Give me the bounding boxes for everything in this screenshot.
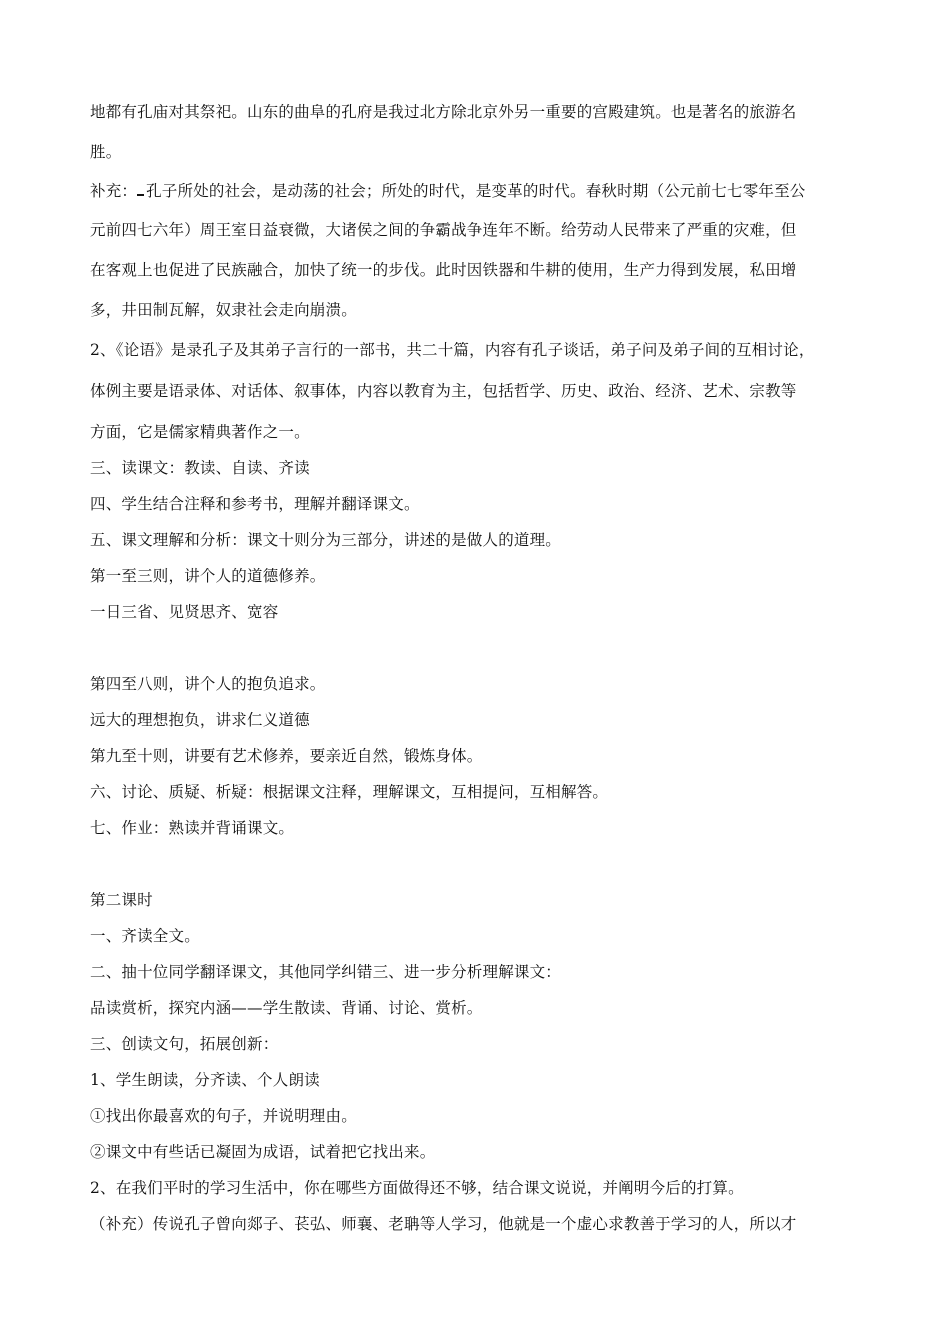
text-line: 二、抽十位同学翻译课文，其他同学纠错三、进一步分析理解课文： [90, 963, 562, 981]
text-line: 2、在我们平时的学习生活中，你在哪些方面做得还不够，结合课文说说，并阐明今后的打算。 [90, 1179, 744, 1197]
text-line: 四、学生结合注释和参考书，理解并翻译课文。 [90, 495, 420, 513]
text-line: 六、讨论、质疑、析疑：根据课文注释，理解课文，互相提问，互相解答。 [90, 783, 609, 801]
text-line: 2、《论语》是录孔子及其弟子言行的一部书，共二十篇，内容有孔子谈话，弟子问及弟子间的互相讨论， [90, 341, 815, 359]
text-line: 品读赏析，探究内涵——学生散读、背诵、讨论、赏析。 [90, 999, 483, 1017]
text-line: 地都有孔庙对其祭祀。山东的曲阜的孔府是我过北方除北京外另一重要的宫殿建筑。也是著名的旅游名 [90, 103, 797, 121]
text-line: 方面，它是儒家精典著作之一。 [90, 423, 310, 441]
text-line: （补充）传说孔子曾向郯子、苌弘、师襄、老聃等人学习，他就是一个虚心求教善于学习的人，所以才 [90, 1215, 797, 1233]
text-line: 三、创读文句，拓展创新： [90, 1035, 279, 1053]
text-line: 一日三省、见贤思齐、宽容 [90, 603, 279, 621]
supplement-label: 补充： [90, 182, 138, 200]
text-line: 七、作业：熟读并背诵课文。 [90, 819, 295, 837]
text-line: 胜。 [90, 143, 122, 161]
text-line: 1、学生朗读，分齐读、个人朗读 [90, 1071, 320, 1089]
text-line: 在客观上也促进了民族融合，加快了统一的步伐。此时因铁器和牛耕的使用，生产力得到发展，私田增 [90, 261, 797, 279]
text-line: 体例主要是语录体、对话体、叙事体，内容以教育为主，包括哲学、历史、政治、经济、艺术、宗教等 [90, 382, 797, 400]
text-line: 远大的理想抱负，讲求仁义道德 [90, 711, 310, 729]
text-line: 第一至三则，讲个人的道德修养。 [90, 567, 326, 585]
text-line: 元前四七六年）周王室日益衰微，大诸侯之间的争霸战争连年不断。给劳动人民带来了严重的灾难，但 [90, 221, 797, 239]
text-line: 多，井田制瓦解，奴隶社会走向崩溃。 [90, 301, 357, 319]
text-line: 三、读课文：教读、自读、齐读 [90, 459, 310, 477]
text-line: 一、齐读全文。 [90, 927, 200, 945]
text-line: ①找出你最喜欢的句子，并说明理由。 [90, 1107, 357, 1125]
text-line: 第四至八则，讲个人的抱负追求。 [90, 675, 326, 693]
supplement-text: 孔子所处的社会，是动荡的社会；所处的时代，是变革的时代。春秋时期（公元前七七零年至公 [146, 182, 806, 200]
section-heading: 第二课时 [90, 891, 153, 909]
text-line [90, 181, 870, 201]
text-line: 五、课文理解和分析：课文十则分为三部分，讲述的是做人的道理。 [90, 531, 562, 549]
text-line: ②课文中有些话已凝固为成语，试着把它找出来。 [90, 1143, 436, 1161]
underscore-mark [137, 194, 144, 196]
text-line: 第九至十则，讲要有艺术修养，要亲近自然，锻炼身体。 [90, 747, 483, 765]
